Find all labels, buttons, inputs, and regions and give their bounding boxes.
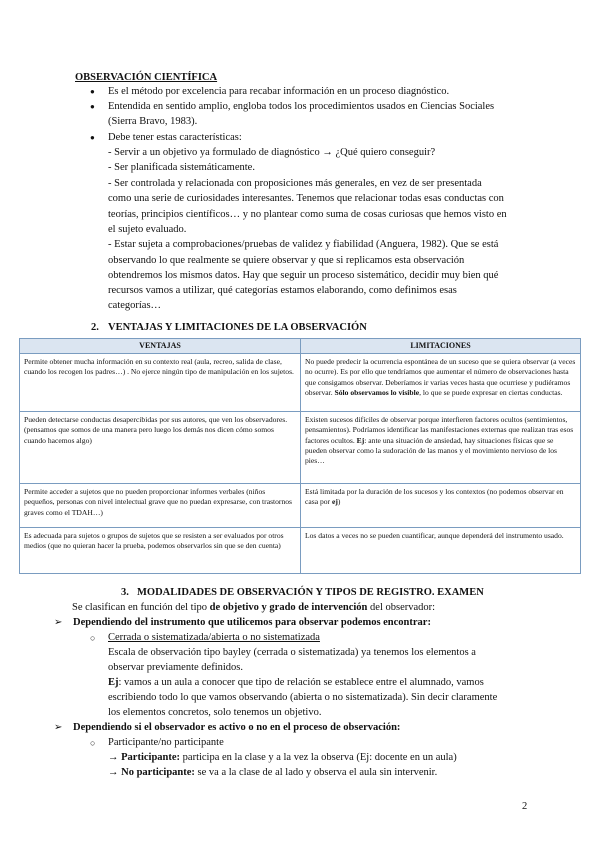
limitacion-text: Está limitada por la duración de los sucesos y los contextos (no podemos observar en casa por — [305, 487, 564, 507]
bullet-text: Entendida en sentido amplio, engloba todos los procedimientos usados en Ciencias Sociales — [108, 101, 495, 112]
point1-example — [108, 676, 484, 691]
characteristic-line: - Ser controlada y relacionada con proposiciones más generales, en vez de ser presentada — [108, 178, 482, 189]
point2-item — [108, 751, 457, 766]
characteristic-line: recursos vamos a utilizar, qué categorías estamos elaborando, como definimos esas — [108, 285, 457, 296]
circle-bullet-icon: ○ — [90, 633, 96, 643]
bullet-dot: ● — [90, 133, 95, 142]
characteristic-line: observando lo que realmente se quiere observar y que si replicamos esta observación — [108, 255, 465, 266]
table-row — [20, 528, 581, 574]
table-row — [20, 412, 581, 484]
bullet-text: Es el método por excelencia para recabar información en un proceso diagnóstico. — [108, 86, 450, 97]
characteristic-line: - Estar sujeta a comprobaciones/pruebas de validez y fiabilidad (Anguera, 1982). Que se está — [108, 239, 499, 250]
point2-subtitle: Participante/no participante — [108, 737, 224, 748]
arrow-bullet-icon: ➢ — [54, 617, 63, 628]
characteristic-line: - Ser planificada sistemáticamente. — [108, 162, 255, 173]
limitacion-text: Los datos a veces no se pueden cuantificar, aunque dependerá del instrumento usado. — [305, 531, 564, 541]
limitacion-cell — [301, 484, 581, 528]
section-title-modalidades: MODALIDADES DE OBSERVACIÓN Y TIPOS DE REGISTRO. EXAMEN — [137, 587, 484, 598]
section-number: 3. — [121, 587, 129, 598]
item-label: Participante: — [121, 752, 181, 763]
characteristic-line: - Servir a un objetivo ya formulado de diagnóstico → ¿Qué quiero conseguir? — [108, 147, 436, 158]
table-header-ventajas: VENTAJAS — [20, 339, 301, 354]
bullet-dot: ● — [90, 102, 95, 111]
right-arrow-icon: → — [108, 752, 122, 763]
characteristic-line: categorías… — [108, 300, 162, 311]
bullet-dot: ● — [90, 87, 95, 96]
intro-bold: de objetivo y grado de intervención — [209, 602, 368, 613]
limitacion-cell — [301, 412, 581, 484]
intro-text: Se clasifican en función del tipo — [72, 602, 210, 613]
section-title-observacion: OBSERVACIÓN CIENTÍFICA — [75, 72, 218, 83]
limitacion-bold: Ej — [356, 435, 365, 445]
point1-subtitle: Cerrada o sistematizada/abierta o no sistematizada — [108, 632, 320, 643]
ej-text: : vamos a un aula a conocer que tipo de relación se establece entre el alumnado, vamos — [118, 677, 484, 688]
characteristic-line: teorías, principios científicos… y no plantear como suma de cosas curiosas que hemos visto en — [108, 209, 507, 220]
characteristic-line: el sujeto evaluado. — [108, 224, 187, 235]
point1-line: los elementos concretos, solo tenemos un objetivo. — [108, 707, 322, 718]
limitacion-bold: Sólo observamos lo visible — [334, 387, 420, 397]
table-row — [20, 484, 581, 528]
table-header-row — [20, 339, 581, 354]
limitacion-cell — [301, 354, 581, 412]
ventaja-cell: Permite obtener mucha información en su contexto real (aula, recreo, salida de clase, cuando los recogen los padres…) . No ejerce ningún tipo de manipulación en los sujetos. — [20, 354, 301, 412]
ventaja-cell: Pueden detectarse conductas desapercibidas por sus autores, que ven los observadores. (pensamos que somos de una manera pero luego los demás nos dicen cómo somos cuando hacemos algo) — [20, 412, 301, 484]
item-label: No participante: — [121, 767, 195, 778]
limitacion-text: Existen sucesos difíciles de observar porque interfieren factores ocultos (sentimientos, pensamientos). Podríamos identificar las manifestaciones externas que realizan tras esos factores ocultos. — [305, 415, 574, 445]
point1-line: Escala de observación tipo bayley (cerrada o sistematizada) ya tenemos los elementos a — [108, 647, 476, 658]
arrow-bullet-icon: ➢ — [54, 722, 63, 733]
circle-bullet-icon: ○ — [90, 738, 96, 748]
ventaja-cell: Es adecuada para sujetos o grupos de sujetos que se resisten a ser evaluados por otros medios (que no quieran hacer la prueba, podemos observarlos sin que se den cuenta) — [20, 528, 301, 574]
item-text: participa en la clase y a la vez la observa (Ej: docente en un aula) — [180, 752, 457, 763]
section-number: 2. — [91, 322, 99, 333]
point1-line: observar previamente definidos. — [108, 662, 243, 673]
right-arrow-icon: → — [108, 767, 122, 778]
limitacion-text: ) — [337, 497, 341, 507]
intro-text: del observador: — [367, 602, 436, 613]
table-row — [20, 354, 581, 412]
point1-line: escribiendo todo lo que vamos observando (abierta o no sistematizada). Sin decir claramente — [108, 692, 498, 703]
item-text: se va a la clase de al lado y observa el aula sin intervenir. — [194, 767, 438, 778]
ventajas-limitaciones-table — [19, 338, 581, 574]
bullet-text: Debe tener estas características: — [108, 132, 242, 143]
characteristic-line: obtendremos los mismos datos. Hay que seguir un proceso sistemático, decidir muy bien qué — [108, 270, 499, 281]
limitacion-text: , lo que se puede expresar en ciertas conductas. — [419, 387, 563, 397]
limitacion-bold: ej — [332, 497, 338, 507]
page-number: 2 — [522, 801, 528, 812]
limitacion-text: : ante una situación de ansiedad, hay situaciones físicas que se pueden observar como la sudoración de las manos y el movimiento nervioso de los pies… — [305, 435, 558, 466]
characteristic-line: como una serie de curiosidades interesantes. Tenemos que relacionar todas esas conductas con — [108, 193, 504, 204]
section-title-ventajas: VENTAJAS Y LIMITACIONES DE LA OBSERVACIÓN — [108, 322, 367, 333]
ventaja-cell: Permite acceder a sujetos que no pueden proporcionar informes verbales (niños pequeños, personas con nivel intelectual grave que no puedan expresarse, con trastornos graves como el TDAH…) — [20, 484, 301, 528]
section3-intro — [72, 601, 435, 616]
limitacion-cell — [301, 528, 581, 574]
table-header-limitaciones: LIMITACIONES — [301, 339, 581, 354]
point1-title: Dependiendo del instrumento que utilicemos para observar podemos encontrar: — [73, 617, 431, 628]
bullet-text-cont: (Sierra Bravo, 1983). — [108, 116, 198, 127]
point2-title: Dependiendo si el observador es activo o no en el proceso de observación: — [73, 722, 401, 733]
limitacion-text: No puede predecir la ocurrencia espontánea de un suceso que se quiera observar (a veces no ocurre). Es por ello que tendríamos que aumentar el número de observaciones hasta que consigamos observar. Deberíamos ir varias veces hasta que ocurriese y pudiéramos observar. — [305, 357, 576, 397]
ej-label: Ej — [108, 677, 119, 688]
point2-item — [108, 766, 437, 781]
